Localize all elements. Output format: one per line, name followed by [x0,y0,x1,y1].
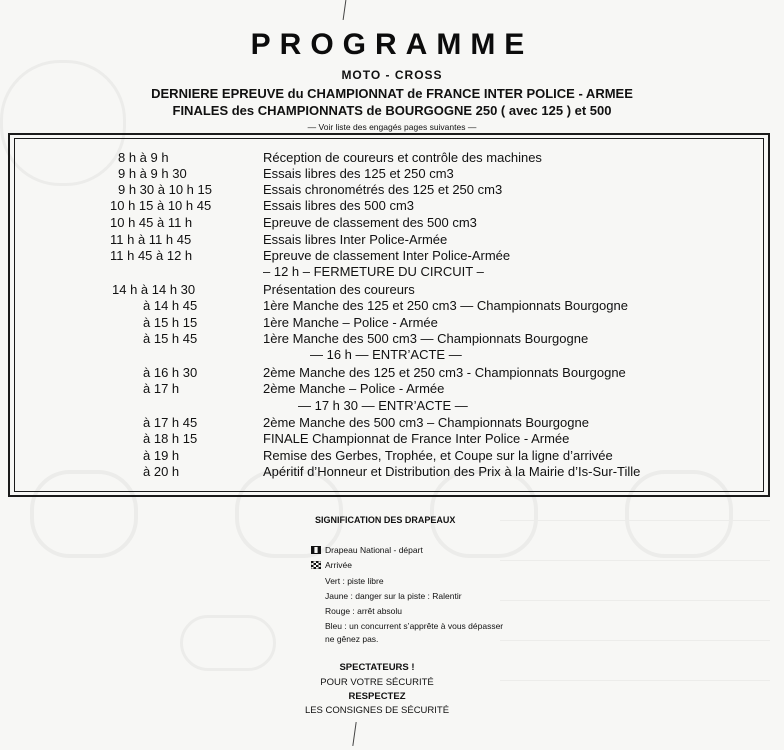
schedule-event: Epreuve de classement des 500 cm3 [263,215,477,230]
schedule-event: 2ème Manche des 500 cm3 – Championnats Bourgogne [263,415,589,430]
schedule-time: à 19 h [143,448,180,463]
entrants-note: — Voir liste des engagés pages suivantes — [307,122,477,132]
schedule-time: 8 h à 9 h [118,150,169,165]
schedule-time: à 14 h 45 [143,298,198,313]
schedule-event: Essais libres Inter Police-Armée [263,232,448,247]
flags-title: SIGNIFICATION DES DRAPEAUX [315,515,456,525]
schedule-event: Essais libres des 125 et 250 cm3 [263,166,454,181]
flag-finish: Arrivée [325,560,352,570]
schedule-time: à 15 h 45 [143,331,198,346]
event-subtitle: MOTO - CROSS [341,68,443,82]
national-flag-icon [311,546,321,554]
schedule-event: Apéritif d’Honneur et Distribution des Prix à la Mairie d’Is-Sur-Tille [263,464,641,479]
finals-line: FINALES des CHAMPIONNATS de BOURGOGNE 250 ( avec 125 ) et 500 [172,103,612,118]
schedule-event: Essais chronométrés des 125 et 250 cm3 [263,182,503,197]
schedule-time: à 16 h 30 [143,365,198,380]
crease-mark-top [343,0,347,20]
flag-national: Drapeau National - départ [325,545,423,555]
schedule-time: à 17 h [143,381,180,396]
schedule-time: 11 h à 11 h 45 [110,232,192,247]
schedule-event: Réception de coureurs et contrôle des machines [263,150,542,165]
schedule-event: 1ère Manche des 125 et 250 cm3 — Championnats Bourgogne [263,298,628,313]
schedule-time: 9 h à 9 h 30 [118,166,187,181]
schedule-time: à 15 h 15 [143,315,198,330]
flag-red: Rouge : arrêt absolu [325,606,403,616]
schedule-time: à 17 h 45 [143,415,198,430]
flag-blue: Bleu : un concurrent s’apprête à vous dépasser [325,621,504,631]
schedule-event: Epreuve de classement Inter Police-Armée [263,248,511,263]
schedule-event: 1ère Manche des 500 cm3 — Championnats Bourgogne [263,331,589,346]
championship-line: DERNIERE EPREUVE du CHAMPIONNAT de FRANCE INTER POLICE - ARMEE [151,86,633,101]
schedule-event: 2ème Manche – Police - Armée [263,381,445,396]
crease-mark-bottom [352,722,356,746]
schedule-event: — 16 h — ENTR’ACTE — [310,347,462,362]
schedule-event: FINALE Championnat de France Inter Police - Armée [263,431,570,446]
schedule-time: 9 h 30 à 10 h 15 [118,182,212,197]
schedule-time: à 20 h [143,464,180,479]
schedule-time: 10 h 15 à 10 h 45 [110,198,212,213]
page-title: PROGRAMME [250,28,534,61]
schedule-event: Remise des Gerbes, Trophée, et Coupe sur la ligne d’arrivée [263,448,613,463]
schedule-time: 11 h 45 à 12 h [110,248,193,263]
schedule-time: à 18 h 15 [143,431,198,446]
schedule-event: Essais libres des 500 cm3 [263,198,415,213]
spectators-line3: RESPECTEZ [348,691,406,702]
schedule-time: 10 h 45 à 11 h [110,215,193,230]
spectators-line2: POUR VOTRE SÉCURITÉ [320,677,434,688]
schedule-event: Présentation des coureurs [263,282,415,297]
schedule-event: 1ère Manche – Police - Armée [263,315,438,330]
flag-blue-cont: ne gênez pas. [325,634,379,644]
spectators-line4: LES CONSIGNES DE SÉCURITÉ [304,705,450,716]
schedule-event: – 12 h – FERMETURE DU CIRCUIT – [263,264,484,279]
spectators-heading: SPECTATEURS ! [339,662,415,673]
schedule-event: — 17 h 30 — ENTR’ACTE — [298,398,468,413]
schedule-time: 14 h à 14 h 30 [112,282,196,297]
schedule-event: 2ème Manche des 125 et 250 cm3 - Championnats Bourgogne [263,365,626,380]
flag-green: Vert : piste libre [325,576,384,586]
flag-yellow: Jaune : danger sur la piste : Ralentir [325,591,462,601]
checkered-flag-icon [311,561,321,569]
